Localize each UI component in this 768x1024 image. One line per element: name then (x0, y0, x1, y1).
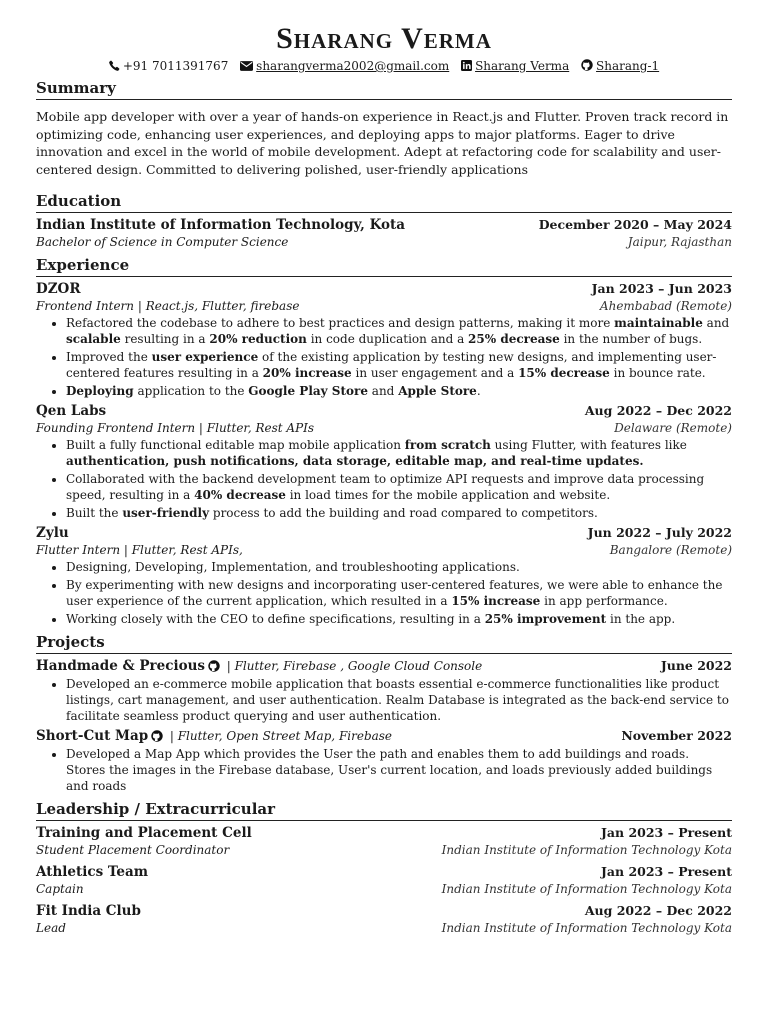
bullet-text: in the app. (606, 612, 676, 626)
bullet-text: and (702, 316, 730, 330)
bullet-text: in the number of bugs. (559, 332, 703, 346)
bullet-item (66, 349, 732, 381)
bullet-list (36, 746, 732, 794)
phone-icon (109, 60, 120, 71)
leadership-heading: Leadership / Extracurricular (36, 799, 732, 821)
project-tech: | Flutter, Firebase , Google Cloud Console (226, 659, 483, 673)
bullet-emphasis: 40% decrease (194, 488, 286, 502)
bullet-item (66, 505, 732, 521)
bullet-item (66, 383, 732, 399)
project-date: November 2022 (621, 728, 732, 743)
bullet-text: in code duplication and a (306, 332, 469, 346)
leadership-institution: Indian Institute of Information Technology Kota (441, 921, 732, 935)
school-name: Indian Institute of Information Technology, Kota (36, 217, 406, 233)
resume-page (36, 0, 732, 936)
leadership-entry (36, 824, 732, 858)
contact-bar (36, 58, 732, 74)
bullet-emphasis: 20% increase (262, 366, 352, 380)
company-name: Qen Labs (36, 403, 107, 419)
project-title-line (36, 727, 392, 745)
candidate-name: Sharang Verma (276, 22, 492, 55)
job-dates: Aug 2022 – Dec 2022 (584, 403, 732, 418)
summary-text: Mobile app developer with over a year of hands-on experience in React.js and Flutter. Proven track record in optimizing code, enhancing user experiences, and deploying apps to major platforms. Eager to drive innovation and excel in the world of mobile development. Adept at refactoring code for scalability and user-centered design. Committed to delivering polished, user-friendly applications (36, 109, 729, 177)
education-section (36, 191, 732, 250)
projects-heading: Projects (36, 632, 732, 654)
experience-list (36, 280, 732, 627)
bullet-text: Built the (66, 506, 123, 520)
experience-heading: Experience (36, 255, 732, 277)
github-icon[interactable] (151, 730, 163, 742)
bullet-text: Collaborated with the backend development team to optimize API requests and improve data processing speed, resulting in a (66, 472, 705, 502)
contact-linkedin[interactable] (461, 58, 569, 74)
email-link[interactable]: sharangverma2002@gmail.com (256, 59, 450, 73)
bullet-text: using Flutter, with features like (490, 438, 687, 452)
bullet-item (66, 471, 732, 503)
projects-section (36, 632, 732, 794)
bullet-emphasis: 15% increase (451, 594, 541, 608)
bullet-text: Improved the (66, 350, 152, 364)
job-dates: Jun 2022 – July 2022 (587, 525, 732, 540)
github-icon[interactable] (208, 660, 220, 672)
bullet-emphasis: 15% decrease (518, 366, 610, 380)
org-name: Fit India Club (36, 903, 141, 919)
bullet-item (66, 746, 732, 794)
bullet-text: Designing, Developing, Implementation, and troubleshooting applications. (66, 560, 520, 574)
bullet-text: Refactored the codebase to adhere to best practices and design patterns, making it more (66, 316, 615, 330)
job-role: Frontend Intern | React.js, Flutter, firebase (36, 299, 300, 313)
leadership-institution: Indian Institute of Information Technology Kota (441, 882, 732, 896)
job-entry (36, 402, 732, 521)
phone-text: +91 7011391767 (122, 59, 229, 73)
project-title-line (36, 657, 482, 675)
envelope-icon (240, 61, 253, 71)
leadership-institution: Indian Institute of Information Technology Kota (441, 843, 732, 857)
leadership-role: Captain (36, 882, 84, 896)
bullet-text: of the existing application by testing new designs, and implementing user-centered features resulting in a (66, 350, 717, 380)
education-entry (36, 216, 732, 250)
bullet-item (66, 611, 732, 627)
leadership-role: Student Placement Coordinator (36, 843, 230, 857)
leadership-section (36, 799, 732, 936)
bullet-text: Developed a Map App which provides the User the path and enables them to add buildings and roads. Stores the images in the Firebase database, User's current location, and loads previously added buildings and roads (66, 747, 713, 793)
bullet-emphasis: 25% improvement (484, 612, 607, 626)
leadership-dates: Aug 2022 – Dec 2022 (584, 903, 732, 918)
bullet-list (36, 437, 732, 521)
degree: Bachelor of Science in Computer Science (36, 235, 289, 249)
bullet-list (36, 676, 732, 724)
bullet-text: and (367, 384, 399, 398)
org-name: Athletics Team (36, 864, 149, 880)
bullet-emphasis: Deploying (66, 384, 134, 398)
bullet-text: resulting in a (120, 332, 210, 346)
job-location: Bangalore (Remote) (609, 543, 732, 557)
company-name: Zylu (36, 525, 69, 541)
bullet-emphasis: Google Play Store (248, 384, 368, 398)
job-location: Ahembabad (Remote) (599, 299, 732, 313)
project-list (36, 657, 732, 794)
bullet-item (66, 676, 732, 724)
bullet-emphasis: scalable (66, 332, 121, 346)
leadership-list (36, 824, 732, 936)
bullet-text: Developed an e-commerce mobile application that boasts essential e-commerce functionalities like product listings, cart management, and user authentication. Realm Database is integrated as the back-end service to facilitate seamless product querying and user authentication. (66, 677, 729, 723)
bullet-emphasis: 25% decrease (468, 332, 560, 346)
project-name: Short-Cut Map (36, 728, 149, 744)
bullet-item (66, 559, 732, 575)
project-entry (36, 657, 732, 724)
bullet-item (66, 315, 732, 347)
contact-phone[interactable] (109, 58, 229, 74)
bullet-emphasis: from scratch (404, 438, 491, 452)
project-entry (36, 727, 732, 794)
education-location: Jaipur, Rajasthan (627, 235, 732, 249)
bullet-emphasis: user-friendly (122, 506, 210, 520)
bullet-text: in bounce rate. (609, 366, 706, 380)
leadership-entry (36, 863, 732, 897)
job-dates: Jan 2023 – Jun 2023 (591, 281, 732, 296)
contact-github[interactable] (581, 58, 659, 74)
job-location: Delaware (Remote) (614, 421, 732, 435)
leadership-entry (36, 902, 732, 936)
job-entry (36, 524, 732, 627)
bullet-emphasis: 20% reduction (209, 332, 307, 346)
job-entry (36, 280, 732, 399)
bullet-text: process to add the building and road compared to competitors. (209, 506, 598, 520)
experience-section (36, 255, 732, 627)
linkedin-icon (461, 60, 472, 71)
bullet-emphasis: authentication, push notifications, data storage, editable map, and real-time updates. (66, 454, 644, 468)
bullet-item (66, 437, 732, 469)
education-dates: December 2020 – May 2024 (538, 217, 732, 232)
bullet-emphasis: maintainable (614, 316, 703, 330)
org-name: Training and Placement Cell (36, 825, 252, 841)
bullet-text: By experimenting with new designs and incorporating user-centered features, we were able to enhance the user experience of the current application, which resulted in a (66, 578, 723, 608)
bullet-list (36, 315, 732, 399)
bullet-emphasis: Apple Store (398, 384, 477, 398)
linkedin-link[interactable]: Sharang Verma (475, 59, 570, 73)
bullet-text: in user engagement and a (351, 366, 519, 380)
summary-heading: Summary (36, 78, 732, 100)
project-name: Handmade & Precious (36, 658, 206, 674)
company-name: DZOR (36, 281, 81, 297)
leadership-role: Lead (36, 921, 66, 935)
project-date: June 2022 (660, 658, 732, 673)
bullet-text: in app performance. (540, 594, 668, 608)
bullet-text: application to the (133, 384, 249, 398)
bullet-item (66, 577, 732, 609)
bullet-text: . (476, 384, 481, 398)
job-role: Flutter Intern | Flutter, Rest APIs, (36, 543, 243, 557)
bullet-list (36, 559, 732, 627)
bullet-text: Working closely with the CEO to define specifications, resulting in a (66, 612, 485, 626)
leadership-dates: Jan 2023 – Present (601, 825, 732, 840)
job-role: Founding Frontend Intern | Flutter, Rest APIs (36, 421, 315, 435)
contact-email[interactable] (240, 58, 449, 74)
bullet-emphasis: user experience (151, 350, 259, 364)
github-link[interactable]: Sharang-1 (596, 59, 660, 73)
bullet-text: Built a fully functional editable map mobile application (66, 438, 405, 452)
leadership-dates: Jan 2023 – Present (601, 864, 732, 879)
project-tech: | Flutter, Open Street Map, Firebase (169, 729, 393, 743)
summary-section (36, 78, 732, 178)
education-heading: Education (36, 191, 732, 213)
bullet-text: in load times for the mobile application and website. (285, 488, 611, 502)
github-icon (581, 59, 593, 71)
